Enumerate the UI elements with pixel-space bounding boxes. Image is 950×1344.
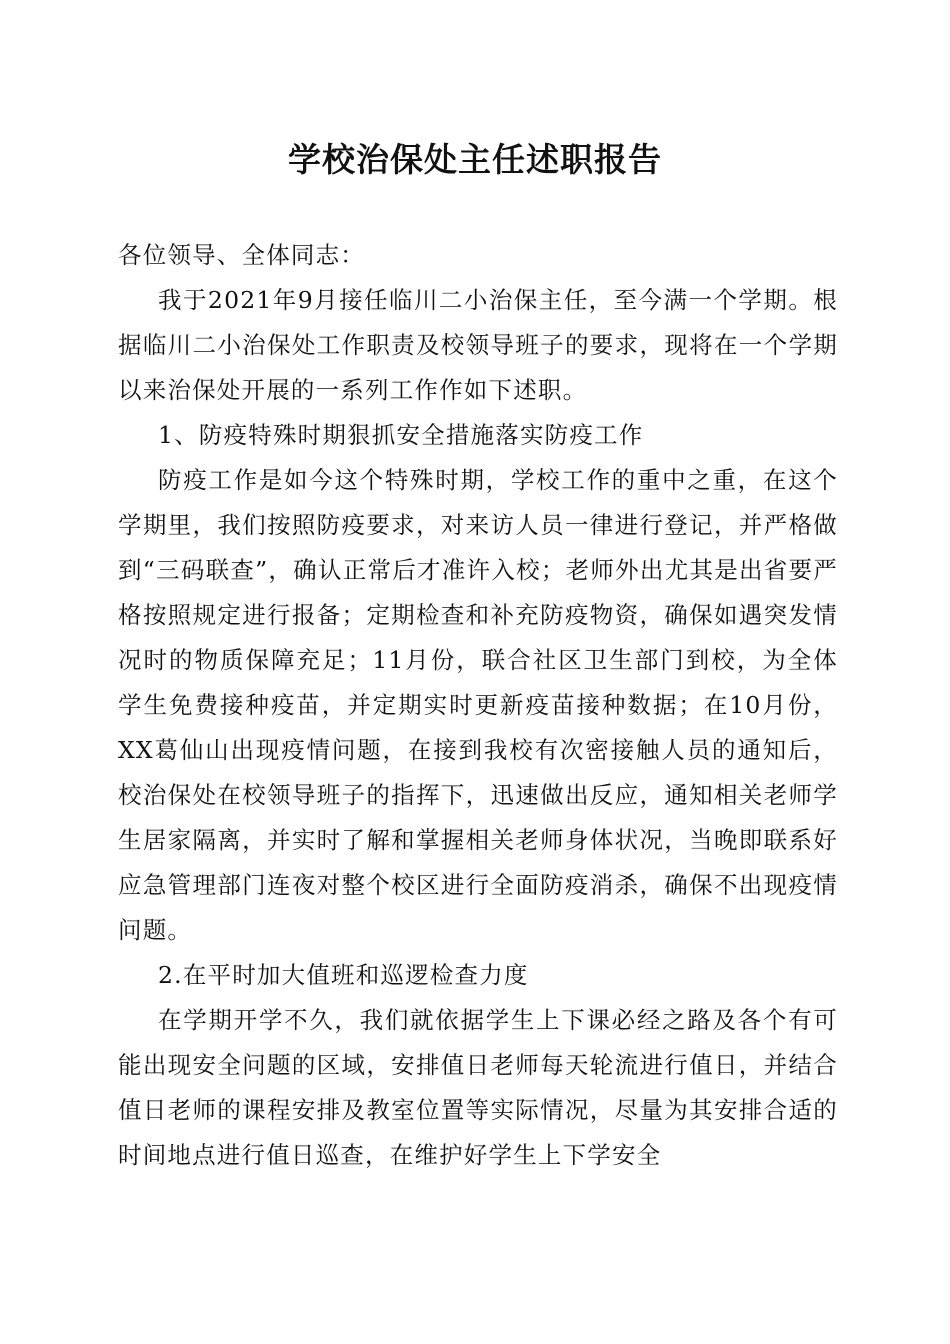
intro-paragraph: 我于2021年9月接任临川二小治保主任，至今满一个学期。根据临川二小治保处工作职责及校领导班子的要求，现将在一个学期以来治保处开展的一系列工作作如下述职。 <box>118 286 838 404</box>
section-2-paragraph: 在学期开学不久，我们就依据学生上下课必经之路及各个有可能出现安全问题的区域，安排值日老师每天轮流进行值日，并结合值日老师的课程安排及教室位置等实际情况，尽量为其安排合适的时间地点进行值日巡查，在维护好学生上下学安全 <box>118 1006 838 1169</box>
section-heading-1: 1、防疫特殊时期狠抓安全措施落实防疫工作 <box>158 421 644 449</box>
document-title: 学校治保处主任述职报告 <box>288 140 662 179</box>
salutation: 各位领导、全体同志： <box>118 241 365 269</box>
section-heading-2: 2.在平时加大值班和巡逻检查力度 <box>158 961 529 989</box>
section-1-paragraph: 防疫工作是如今这个特殊时期，学校工作的重中之重，在这个学期里，我们按照防疫要求，对来访人员一律进行登记，并严格做到“三码联查”，确认正常后才准许入校；老师外出尤其是出省要严格按照规定进行报备；定期检查和补充防疫物资，确保如遇突发情况时的物质保障充足；11月份，联合社区卫生部门到校，为全体学生免费接种疫苗，并定期实时更新疫苗接种数据；在10月份，XX葛仙山出现疫情问题，在接到我校有次密接触人员的通知后，校治保处在校领导班子的指挥下，迅速做出反应，通知相关老师学生居家隔离，并实时了解和掌握相关老师身体状况，当晚即联系好应急管理部门连夜对整个校区进行全面防疫消杀，确保不出现疫情问题。 <box>118 466 838 944</box>
document-body <box>118 233 838 1178</box>
